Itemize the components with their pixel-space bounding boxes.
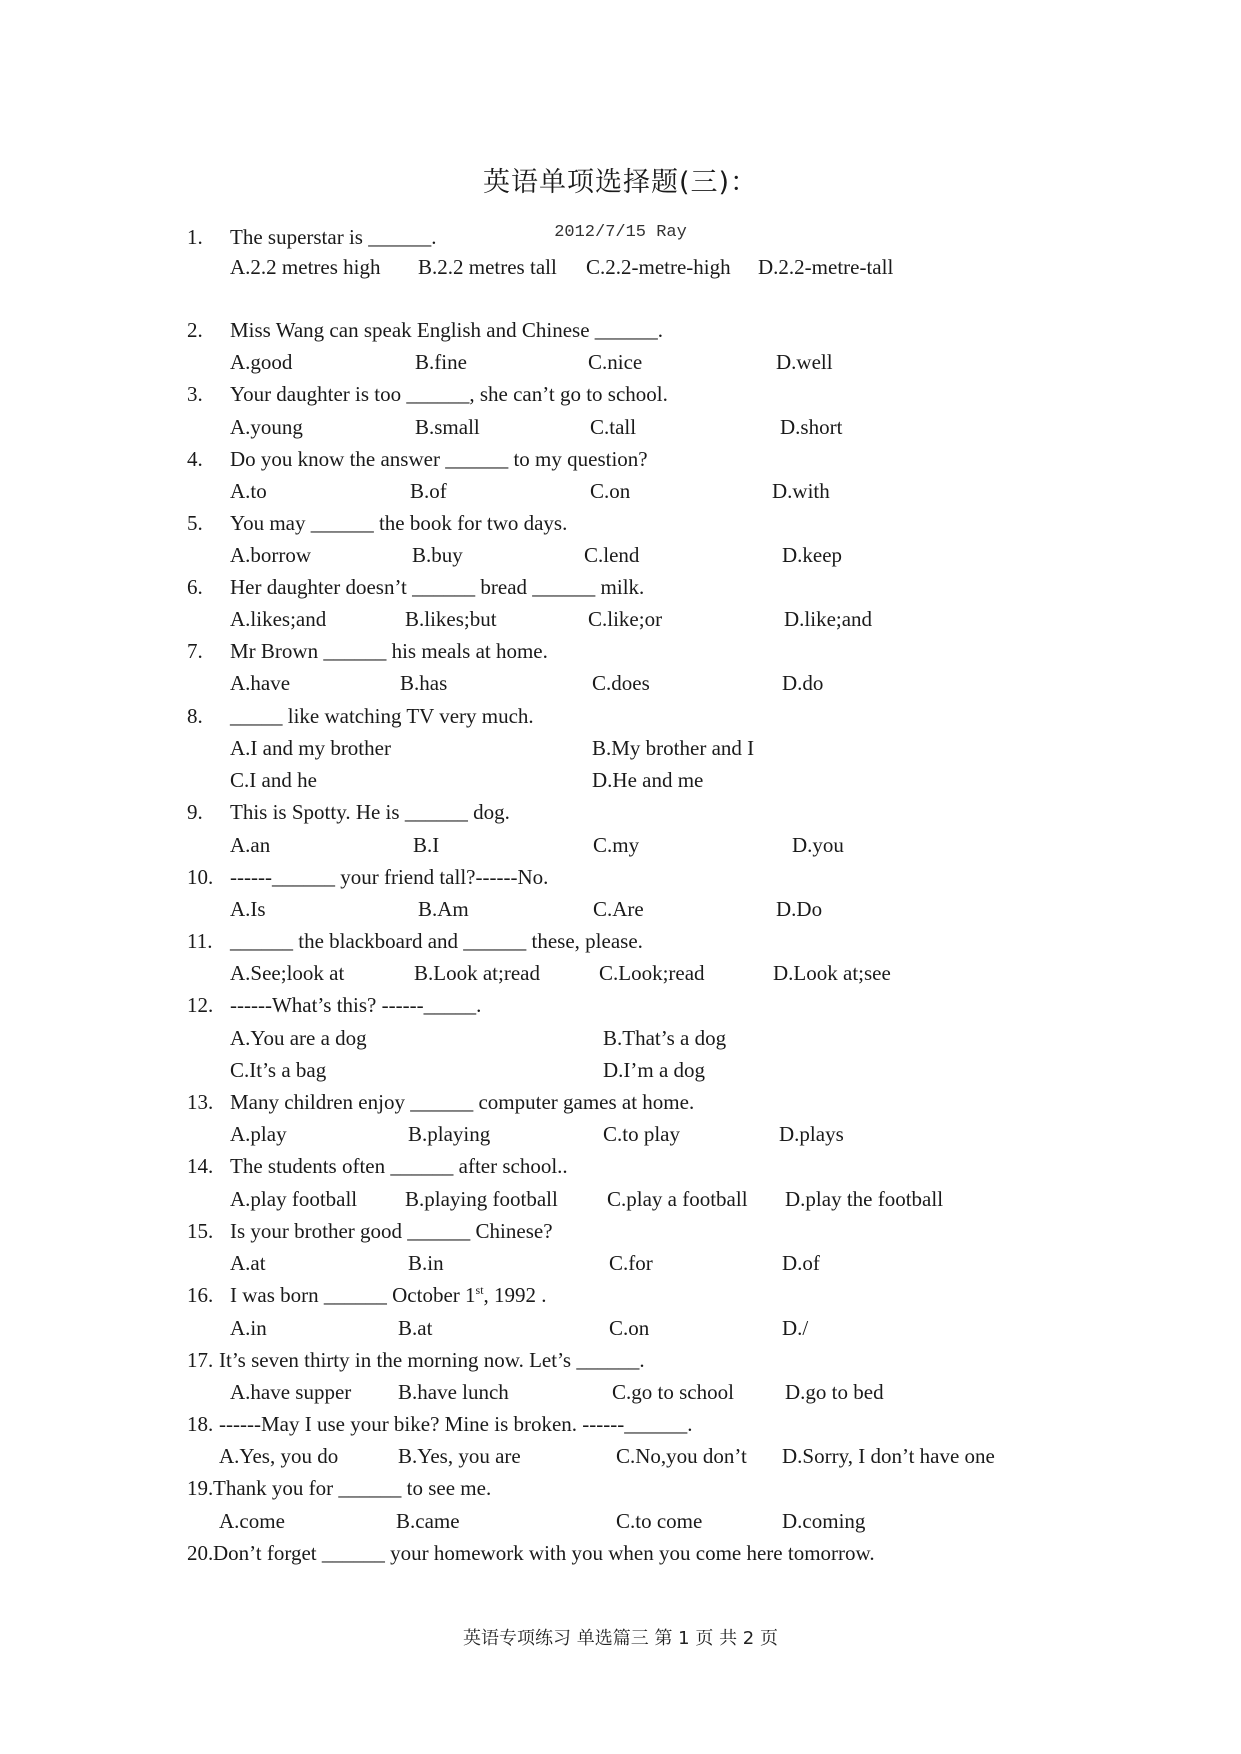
option-c: C.on (609, 1316, 650, 1340)
question-text: ------What’s this? ------_____. (230, 993, 482, 1017)
question-text: Is your brother good ______ Chinese? (230, 1219, 553, 1243)
option-c: C.on (590, 479, 631, 503)
question-text: Mr Brown ______ his meals at home. (230, 639, 548, 663)
option-c: C.like;or (588, 607, 663, 631)
option-d: D.you (792, 833, 844, 857)
question-number: 7. (187, 639, 203, 663)
option-d: D.coming (782, 1509, 866, 1533)
question-number: 19. (187, 1476, 214, 1500)
question-number: 15. (187, 1219, 214, 1243)
option-c: C.No,you don’t (616, 1444, 747, 1468)
question-number: 4. (187, 447, 203, 471)
option-d: D.Sorry, I don’t have one (782, 1444, 995, 1468)
option-c: C.2.2-metre-high (586, 255, 731, 279)
option-c: C.Look;read (599, 961, 705, 985)
option-a: A.borrow (230, 543, 312, 567)
option-c: C.my (593, 833, 640, 857)
option-a: A.play football (230, 1187, 358, 1211)
option-b: B.buy (412, 543, 463, 567)
option-d: D.short (780, 415, 843, 439)
option-b: B.small (415, 415, 480, 439)
option-d: D.play the football (785, 1187, 944, 1211)
option-a: A.an (230, 833, 271, 857)
date-author: 2012/7/15 Ray (554, 223, 687, 242)
option-b: B.likes;but (405, 607, 497, 631)
option-a: A.at (230, 1251, 266, 1275)
question-text: ------______ your friend tall?------No. (230, 865, 549, 889)
option-c: C.It’s a bag (230, 1058, 327, 1082)
option-d: D.plays (779, 1122, 844, 1146)
question-number: 13. (187, 1090, 214, 1114)
option-b: B.I (413, 833, 440, 857)
option-a: A.come (219, 1509, 285, 1533)
question-text: ------May I use your bike? Mine is broken. ------______. (219, 1412, 693, 1436)
question-number: 2. (187, 318, 203, 342)
option-b: B.of (410, 479, 447, 503)
option-d: D.Do (776, 897, 823, 921)
question-number: 12. (187, 993, 214, 1017)
option-b: B.playing football (405, 1187, 558, 1211)
ordinal-suffix: st (475, 1283, 484, 1297)
option-a: A.to (230, 479, 267, 503)
question-text: Don’t forget ______ your homework with you when you come here tomorrow. (213, 1541, 875, 1565)
question-text: Miss Wang can speak English and Chinese ______. (230, 318, 664, 342)
option-a: A.2.2 metres high (230, 255, 381, 279)
option-c: C.nice (588, 350, 643, 374)
option-b: B.Am (418, 897, 469, 921)
option-b: B.at (398, 1316, 433, 1340)
option-b: B.2.2 metres tall (418, 255, 557, 279)
question-number: 18. (187, 1412, 214, 1436)
option-b: B.playing (408, 1122, 491, 1146)
option-c: C.to come (616, 1509, 703, 1533)
option-d: D.do (782, 671, 824, 695)
option-c: C.does (592, 671, 650, 695)
question-number: 17. (187, 1348, 214, 1372)
option-c: C.lend (584, 543, 640, 567)
option-a: A.See;look at (230, 961, 345, 985)
option-a: A.have (230, 671, 291, 695)
question-number: 20. (187, 1541, 214, 1565)
question-number: 16. (187, 1283, 214, 1307)
question-text: Thank you for ______ to see me. (213, 1476, 492, 1500)
option-a: A.You are a dog (230, 1026, 367, 1050)
option-b: B.have lunch (398, 1380, 509, 1404)
question-text: This is Spotty. He is ______ dog. (230, 800, 510, 824)
question-number: 8. (187, 704, 203, 728)
option-d: D.He and me (592, 768, 704, 792)
option-c: C.Are (593, 897, 644, 921)
option-c: C.to play (603, 1122, 680, 1146)
option-d: D.of (782, 1251, 820, 1275)
question-number: 10. (187, 865, 214, 889)
option-a: A.young (230, 415, 303, 439)
option-a: A.likes;and (230, 607, 327, 631)
option-b: B.Yes, you are (398, 1444, 521, 1468)
question-number: 1. (187, 225, 203, 249)
option-b: B.has (400, 671, 448, 695)
option-d: D./ (782, 1316, 809, 1340)
option-b: B.That’s a dog (603, 1026, 727, 1050)
question-text (230, 1280, 547, 1310)
question-text: _____ like watching TV very much. (230, 704, 534, 728)
option-b: B.came (396, 1509, 460, 1533)
question-number: 3. (187, 382, 203, 406)
option-c: C.for (609, 1251, 653, 1275)
question-text: Many children enjoy ______ computer games at home. (230, 1090, 695, 1114)
option-b: B.My brother and I (592, 736, 755, 760)
option-c: C.tall (590, 415, 637, 439)
question-number: 6. (187, 575, 203, 599)
question-text: Her daughter doesn’t ______ bread ______ milk. (230, 575, 645, 599)
option-a: A.I and my brother (230, 736, 391, 760)
question-number: 14. (187, 1154, 214, 1178)
question-text-before: I was born ______ October 1 (230, 1283, 476, 1307)
page-footer: 英语专项练习 单选篇三 第 1 页 共 2 页 (463, 1628, 778, 1649)
option-c: C.play a football (607, 1187, 748, 1211)
option-a: A.Is (230, 897, 266, 921)
question-text: You may ______ the book for two days. (230, 511, 568, 535)
question-text-after: , 1992 . (483, 1283, 547, 1307)
question-text: Do you know the answer ______ to my question? (230, 447, 648, 471)
option-d: D.Look at;see (773, 961, 891, 985)
option-d: D.keep (782, 543, 843, 567)
question-text: The superstar is ______. (230, 225, 437, 249)
option-a: A.Yes, you do (219, 1444, 339, 1468)
option-a: A.in (230, 1316, 267, 1340)
option-b: B.in (408, 1251, 444, 1275)
question-text: ______ the blackboard and ______ these, please. (230, 929, 643, 953)
option-b: B.fine (415, 350, 467, 374)
question-text: It’s seven thirty in the morning now. Let’s ______. (219, 1348, 645, 1372)
question-text: The students often ______ after school.. (230, 1154, 568, 1178)
question-number: 11. (187, 929, 213, 953)
question-number: 5. (187, 511, 203, 535)
option-d: D.go to bed (785, 1380, 884, 1404)
option-a: A.play (230, 1122, 287, 1146)
option-d: D.like;and (784, 607, 873, 631)
option-a: A.have supper (230, 1380, 352, 1404)
option-d: D.well (776, 350, 833, 374)
option-d: D.with (772, 479, 830, 503)
question-number: 9. (187, 800, 203, 824)
page-title: 英语单项选择题(三)： (482, 167, 759, 198)
option-c: C.I and he (230, 768, 317, 792)
option-c: C.go to school (612, 1380, 734, 1404)
option-b: B.Look at;read (414, 961, 540, 985)
option-d: D.2.2-metre-tall (758, 255, 894, 279)
question-text: Your daughter is too ______, she can’t go to school. (230, 382, 668, 406)
option-d: D.I’m a dog (603, 1058, 706, 1082)
option-a: A.good (230, 350, 293, 374)
